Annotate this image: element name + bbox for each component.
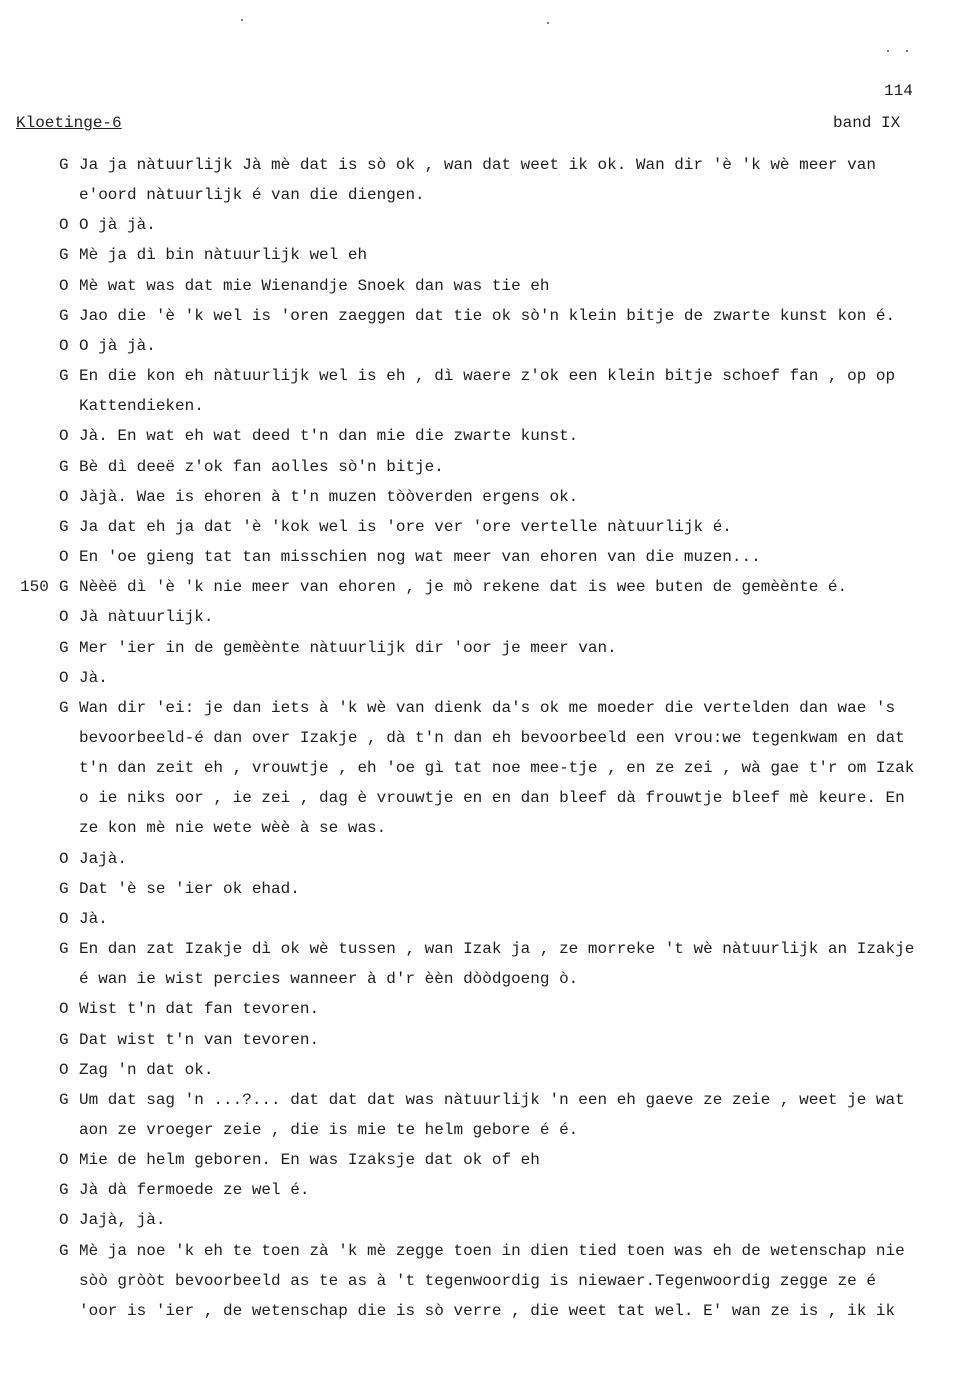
speaker-label: G <box>59 156 69 174</box>
turn-text <box>79 452 961 482</box>
transcript-turn <box>0 150 979 210</box>
text-line: Jà. <box>79 668 108 687</box>
transcript-turn <box>0 542 979 572</box>
transcript-turn <box>0 1025 979 1055</box>
speaker-label: O <box>59 336 69 355</box>
turn-text <box>79 693 961 844</box>
text-line: Nèèë dì 'è 'k nie meer van ehoren , je mò rekene dat is wee buten de gemèènte é. <box>79 578 848 597</box>
turn-text <box>79 874 961 904</box>
turn-text <box>79 1236 961 1326</box>
transcript-turn <box>0 1145 979 1175</box>
text-line: Bè dì deeë z'ok fan aolles sò'n bitje. <box>79 457 444 476</box>
text-line: t'n dan zeit eh , vrouwtje , eh 'oe gì tat noe mee-tje , en ze zei , wà gae t'r om Izak <box>79 759 915 778</box>
transcript-turn <box>0 1055 979 1085</box>
speaker-label: G <box>59 1090 69 1109</box>
transcript-turn <box>0 874 979 904</box>
turn-text <box>79 1145 961 1175</box>
speaker-label: G <box>59 306 69 325</box>
text-line: aon ze vroeger zeie , die is mie te helm gebore é é. <box>79 1121 579 1139</box>
speaker-label: G <box>59 457 69 476</box>
turn-text <box>79 994 961 1024</box>
text-line: O jà jà. <box>79 336 156 355</box>
turn-text <box>79 602 961 632</box>
line-number: 150 <box>20 578 49 597</box>
speaker-label: O <box>59 216 69 235</box>
turn-text <box>79 512 961 542</box>
text-line: é wan ie wist percies wanneer à d'r èèn dòòdgoeng ò. <box>79 970 579 989</box>
transcript-turn <box>0 301 979 331</box>
text-line: Wan dir 'ei: je dan iets à 'k wè van dienk da's ok me moeder die vertelden dan wae 's <box>79 698 896 717</box>
text-line: Ja ja nàtuurlijk Jà mè dat is sò ok , wan dat weet ik ok. Wan dir 'è 'k wè meer van <box>79 156 876 174</box>
scan-speck <box>887 50 889 52</box>
text-line: Jà dà fermoede ze wel é. <box>79 1181 310 1200</box>
text-line: Um dat sag 'n ...?... dat dat dat was nàtuurlijk 'n een eh gaeve ze zeie , weet je wat <box>79 1090 905 1109</box>
transcript-turn <box>0 421 979 451</box>
turn-text <box>79 844 961 874</box>
text-line: ze kon mè nie wete wèè à se was. <box>79 819 387 838</box>
text-line: Jà. En wat eh wat deed t'n dan mie die zwarte kunst. <box>79 427 579 446</box>
turn-text <box>79 301 961 331</box>
speaker-label: G <box>59 1030 69 1049</box>
text-line: Jajà. <box>79 849 128 868</box>
speaker-label: G <box>59 698 69 717</box>
text-line: Jà. <box>79 909 108 928</box>
text-line: 'oor is 'ier , de wetenschap die is sò verre , die weet tat wel. E' wan ze is , ik ik <box>79 1301 896 1320</box>
speaker-label: G <box>59 879 69 898</box>
text-line: Dat 'è se 'ier ok ehad. <box>79 879 300 898</box>
speaker-label: O <box>59 909 69 928</box>
speaker-label: O <box>59 487 69 506</box>
text-line: o ie niks oor , ie zei , dag è vrouwtje en en dan bleef dà frouwtje bleef mè keure. En <box>79 789 905 808</box>
text-line: e'oord nàtuurlijk é van die diengen. <box>79 186 425 205</box>
transcript-turn <box>0 1085 979 1145</box>
transcript-turn <box>0 994 979 1024</box>
transcript-turn <box>0 452 979 482</box>
text-line: Jajà, jà. <box>79 1211 166 1230</box>
turn-text <box>79 904 961 934</box>
speaker-label: O <box>59 1151 69 1170</box>
speaker-label: O <box>59 427 69 446</box>
turn-text <box>79 542 961 572</box>
scan-speck <box>241 19 243 21</box>
turn-text <box>79 1025 961 1055</box>
speaker-label: G <box>59 367 69 386</box>
speaker-label: G <box>59 246 69 265</box>
transcript-turn <box>0 663 979 693</box>
speaker-label: G <box>59 638 69 657</box>
turn-text <box>79 361 961 421</box>
transcript-turn <box>0 512 979 542</box>
band-label: band IX <box>833 114 901 132</box>
text-line: Mie de helm geboren. En was Izaksje dat ok of eh <box>79 1151 540 1170</box>
text-line: Ja dat eh ja dat 'è 'kok wel is 'ore ver 'ore vertelle nàtuurlijk é. <box>79 517 732 536</box>
text-line: Jao die 'è 'k wel is 'oren zaeggen dat tie ok sò'n klein bitje de zwarte kunst kon é. <box>79 306 896 325</box>
speaker-label: O <box>59 849 69 868</box>
scan-speck <box>547 22 549 24</box>
transcript-turn <box>0 904 979 934</box>
transcript-turn <box>0 1175 979 1205</box>
transcript-turn <box>0 572 979 602</box>
speaker-label: O <box>59 1000 69 1019</box>
speaker-label: O <box>59 668 69 687</box>
turn-text <box>79 482 961 512</box>
turn-text <box>79 271 961 301</box>
transcript-turn <box>0 361 979 421</box>
text-line: Dat wist t'n van tevoren. <box>79 1030 320 1049</box>
text-line: O jà jà. <box>79 216 156 235</box>
speaker-label: O <box>59 548 69 567</box>
text-line: Jàjà. Wae is ehoren à t'n muzen tòòverden ergens ok. <box>79 487 579 506</box>
turn-text <box>79 1055 961 1085</box>
text-line: En 'oe gieng tat tan misschien nog wat meer van ehoren van die muzen... <box>79 548 761 567</box>
text-line: bevoorbeeld-é dan over Izakje , dà t'n dan eh bevoorbeeld een vrou:we tegenkwam en dat <box>79 728 905 747</box>
text-line: En dan zat Izakje dì ok wè tussen , wan Izak ja , ze morreke 't wè nàtuurlijk an Izakje <box>79 940 915 959</box>
transcript-turn <box>0 633 979 663</box>
turn-text <box>79 1205 961 1235</box>
turn-text <box>79 240 961 270</box>
transcript-turn <box>0 844 979 874</box>
speaker-label: O <box>59 276 69 295</box>
transcript-turn <box>0 271 979 301</box>
text-line: Kattendieken. <box>79 397 204 416</box>
speaker-label: O <box>59 1060 69 1079</box>
turn-text <box>79 150 961 210</box>
text-line: Mè ja noe 'k eh te toen zà 'k mè zegge toen in dien tied toen was eh de wetenschap nie <box>79 1241 905 1260</box>
speaker-label: G <box>59 1241 69 1260</box>
text-line: sòò gròòt bevoorbeeld as te as à 't tegenwoordig is niewaer.Tegenwoordig zegge ze é <box>79 1271 876 1290</box>
turn-text <box>79 934 961 994</box>
transcript-turn <box>0 693 979 844</box>
turn-text <box>79 210 961 240</box>
text-line: Jà nàtuurlijk. <box>79 608 214 627</box>
transcript <box>0 150 979 1326</box>
page-number: 114 <box>884 82 913 100</box>
transcript-turn <box>0 602 979 632</box>
speaker-label: G <box>59 1181 69 1200</box>
scan-speck <box>906 50 908 52</box>
turn-text <box>79 331 961 361</box>
turn-text <box>79 421 961 451</box>
document-title: Kloetinge-6 <box>16 114 122 132</box>
transcript-turn <box>0 210 979 240</box>
turn-text <box>79 633 961 663</box>
transcript-turn <box>0 331 979 361</box>
text-line: Zag 'n dat ok. <box>79 1060 214 1079</box>
turn-text <box>79 1085 961 1145</box>
speaker-label: G <box>59 517 69 536</box>
transcript-turn <box>0 934 979 994</box>
text-line: Mer 'ier in de gemèènte nàtuurlijk dir 'oor je meer van. <box>79 638 617 657</box>
speaker-label: G <box>59 578 69 597</box>
turn-text <box>79 663 961 693</box>
speaker-label: O <box>59 608 69 627</box>
transcript-turn <box>0 1205 979 1235</box>
transcript-turn <box>0 1236 979 1326</box>
speaker-label: G <box>59 940 69 959</box>
text-line: En die kon eh nàtuurlijk wel is eh , dì waere z'ok een klein bitje schoef fan , op op <box>79 367 896 386</box>
speaker-label: O <box>59 1211 69 1230</box>
turn-text <box>79 1175 961 1205</box>
transcript-turn <box>0 240 979 270</box>
text-line: Mè wat was dat mie Wienandje Snoek dan was tie eh <box>79 276 550 295</box>
transcript-turn <box>0 482 979 512</box>
turn-text <box>79 572 961 602</box>
text-line: Wist t'n dat fan tevoren. <box>79 1000 320 1019</box>
text-line: Mè ja dì bin nàtuurlijk wel eh <box>79 246 368 265</box>
